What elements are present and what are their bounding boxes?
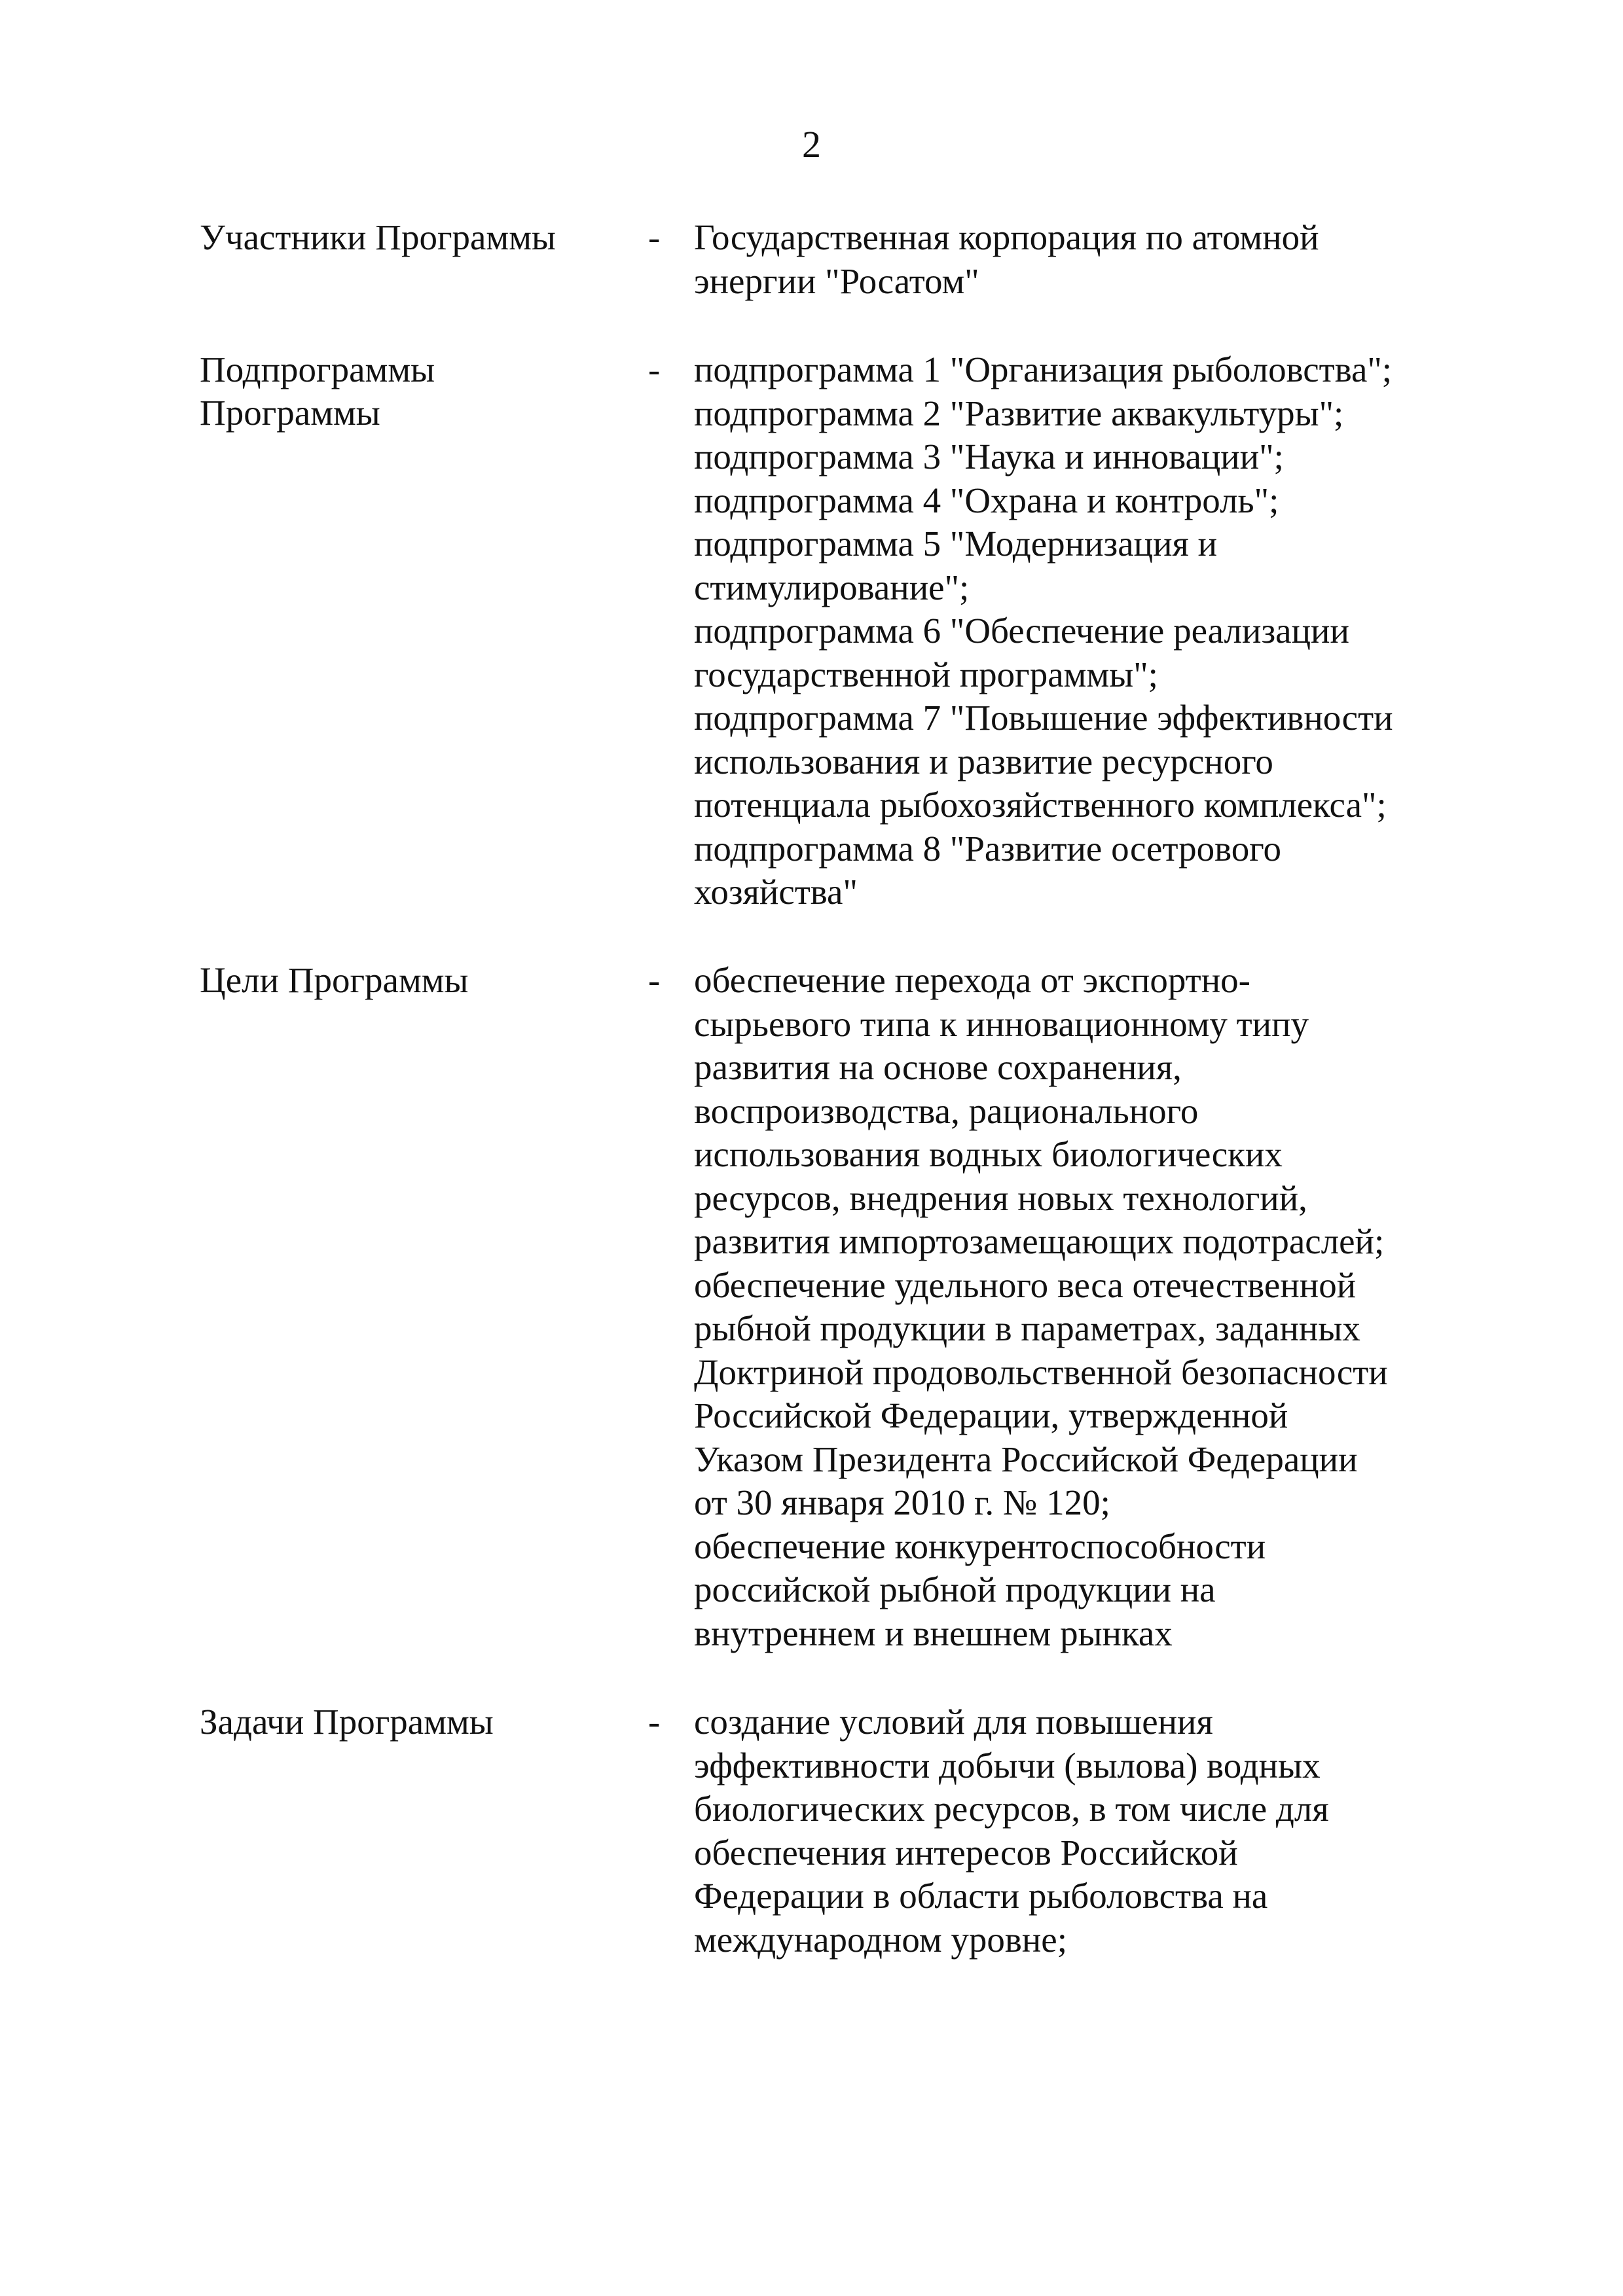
content-line: Доктриной продовольственной безопасности <box>694 1352 1388 1392</box>
content-line: обеспечение конкурентоспособности <box>694 1526 1266 1566</box>
content-line: развития импортозамещающих подотраслей; <box>694 1221 1385 1261</box>
content-line: Государственная корпорация по атомной <box>694 217 1319 257</box>
content-line: ресурсов, внедрения новых технологий, <box>694 1177 1307 1218</box>
section-label: Цели Программы <box>200 960 469 1000</box>
section-content <box>694 348 1480 914</box>
content-line: подпрограмма 3 "Наука и инновации"; <box>694 437 1284 476</box>
section-content <box>694 216 1480 303</box>
content-line: воспроизводства, рационального <box>694 1090 1199 1131</box>
content-line: подпрограмма 2 "Развитие аквакультуры"; <box>694 393 1344 433</box>
content-line: эффективности добычи (вылова) водных <box>694 1745 1321 1785</box>
content-line: использования водных биологических <box>694 1134 1283 1174</box>
content-line: сырьевого типа к инновационному типу <box>694 1003 1309 1044</box>
content-line: Российской Федерации, утвержденной <box>694 1395 1288 1435</box>
content-line: Федерации в области рыболовства на <box>694 1876 1268 1916</box>
page-number: 2 <box>802 123 821 166</box>
content-line: использования и развитие ресурсного <box>694 741 1273 781</box>
content-line: биологических ресурсов, в том числе для <box>694 1789 1329 1829</box>
content-line: подпрограмма 7 "Повышение эффективности <box>694 698 1393 738</box>
content-line: внутреннем и внешнем рынках <box>694 1613 1173 1653</box>
content-line: государственной программы"; <box>694 654 1158 694</box>
content-line: международном уровне; <box>694 1919 1067 1960</box>
content-line: потенциала рыбохозяйственного комплекса"; <box>694 785 1387 825</box>
content-line: подпрограмма 1 "Организация рыболовства"; <box>694 350 1393 389</box>
content-line: подпрограмма 6 "Обеспечение реализации <box>694 611 1349 651</box>
content-line: обеспечение удельного веса отечественной <box>694 1265 1357 1305</box>
content-line: рыбной продукции в параметрах, заданных <box>694 1308 1360 1348</box>
section-dash: - <box>648 350 661 389</box>
section-label: Участники Программы <box>200 217 556 257</box>
content-line: хозяйства" <box>694 872 858 912</box>
content-line: стимулирование"; <box>694 567 970 607</box>
section-dash: - <box>648 960 661 1000</box>
content-line: обеспечения интересов Российской <box>694 1832 1238 1873</box>
content-line: подпрограмма 5 "Модернизация и <box>694 524 1218 564</box>
content-line: от 30 января 2010 г. № 120; <box>694 1482 1110 1522</box>
content-line: подпрограмма 8 "Развитие осетрового <box>694 828 1281 869</box>
content-line: обеспечение перехода от экспортно- <box>694 960 1250 1000</box>
content-line: российской рыбной продукции на <box>694 1570 1216 1609</box>
content-line: энергии "Росатом" <box>694 260 979 301</box>
content-line: Указом Президента Российской Федерации <box>694 1439 1358 1479</box>
section-content <box>694 1700 1480 1962</box>
content-line: развития на основе сохранения, <box>694 1047 1182 1087</box>
content-line: создание условий для повышения <box>694 1702 1213 1742</box>
section-content <box>694 959 1480 1655</box>
section-label: Подпрограммы Программы <box>200 350 435 433</box>
content-line: подпрограмма 4 "Охрана и контроль"; <box>694 480 1279 520</box>
section-dash: - <box>648 1702 661 1742</box>
section-label: Задачи Программы <box>200 1702 494 1742</box>
section-dash: - <box>648 217 661 257</box>
